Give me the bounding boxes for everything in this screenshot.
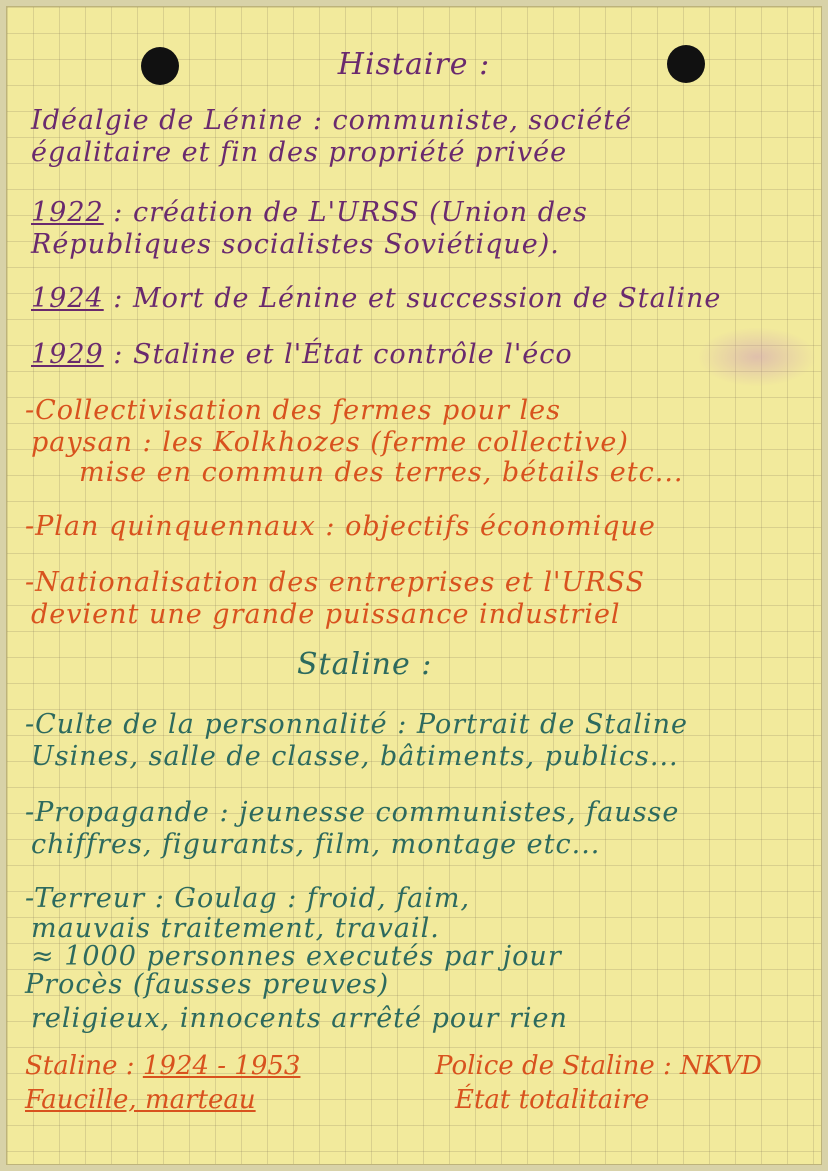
text-line: ≈ 1000 personnes executés par jour [31,941,562,972]
text-line: 1922 : création de L'URSS (Union des [31,197,588,228]
date-1924: 1924 [31,283,104,314]
text-line: -Propagande : jeunesse communistes, fausse [25,797,680,828]
footer-staline: Staline : 1924 - 1953 [25,1051,301,1081]
notebook-card [6,6,822,1165]
text-line: 1924 : Mort de Lénine et succession de Staline [31,283,722,314]
text-line: -Collectivisation des fermes pour les [25,395,561,426]
text-line: mauvais traitement, travail. [31,913,440,944]
text-line: -Nationalisation des entreprises et l'URSS [25,567,645,598]
text-line: paysan : les Kolkhozes (ferme collective) [31,427,629,458]
text-line: -Plan quinquennaux : objectifs économique [25,511,656,542]
text-line: religieux, innocents arrêté pour rien [31,1003,568,1034]
text-line: Républiques socialistes Soviétique). [31,229,560,260]
footer-state: État totalitaire [455,1085,650,1115]
text-line: mise en commun des terres, bétails etc... [79,457,684,488]
text-line: égalitaire et fin des propriété privée [31,137,568,168]
text-line: chiffres, figurants, film, montage etc... [31,829,601,860]
page-title: Histaire : [337,47,491,82]
date-1929: 1929 [31,339,104,370]
text-line: 1929 : Staline et l'État contrôle l'éco [31,339,573,370]
footer-dates: 1924 - 1953 [142,1051,301,1081]
text-line: -Culte de la personnalité : Portrait de Staline [25,709,688,740]
text-line: -Terreur : Goulag : froid, faim, [25,883,471,914]
text-line: Idéalgie de Lénine : communiste, société [31,105,633,136]
footer-police: Police de Staline : NKVD [435,1051,762,1081]
text-line: Procès (fausses preuves) [25,969,390,1000]
text-line: devient une grande puissance industriel [31,599,621,630]
date-1922: 1922 [31,197,104,228]
text-line: Usines, salle de classe, bâtiments, publics... [31,741,679,772]
footer-symbols: Faucille, marteau [25,1085,256,1115]
section-heading: Staline : [297,647,433,682]
